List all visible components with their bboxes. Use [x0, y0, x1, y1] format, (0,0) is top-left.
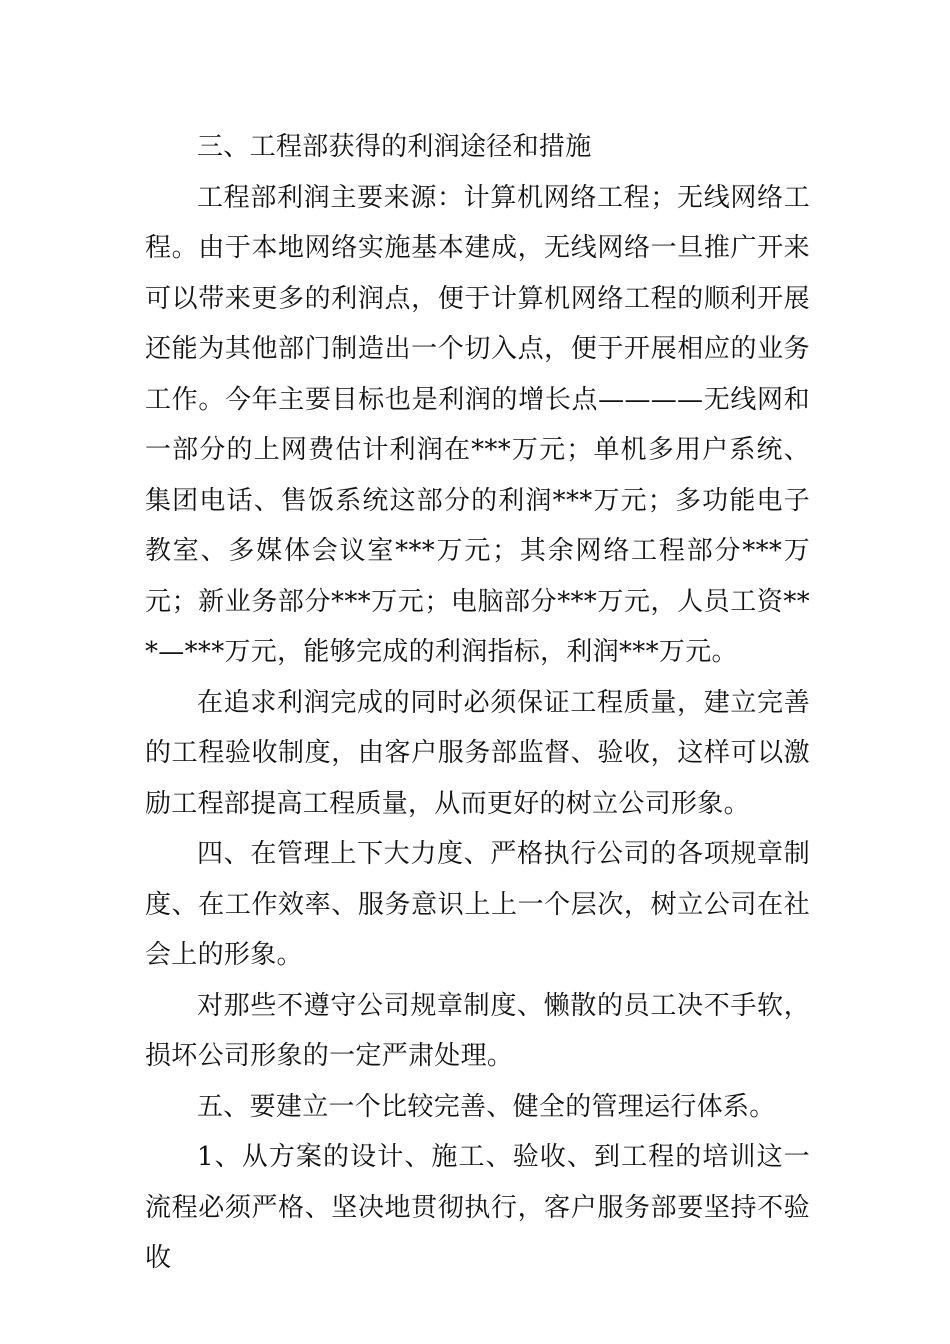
section-heading-profit: 三、工程部获得的利润途径和措施	[197, 132, 592, 162]
section-heading-system: 五、要建立一个比较完善、健全的管理运行体系。	[197, 1091, 776, 1122]
paragraph-discipline: 对那些不遵守公司规章制度、懒散的员工决不手软，损坏公司形象的一定严肃处理。	[145, 990, 810, 1071]
paragraph-quality-assurance: 在追求利润完成的同时必须保证工程质量，建立完善的工程验收制度，由客户服务部监督、验收，这样可以激励工程部提高工程质量，从而更好的树立公司形象。	[145, 687, 810, 819]
section-heading-management: 四、在管理上下大力度、严格执行公司的各项规章制度、在工作效率、服务意识上上一个层次，树立公司在社会上的形象。	[145, 839, 810, 970]
paragraph-profit-sources: 工程部利润主要来源：计算机网络工程；无线网络工程。由于本地网络实施基本建成，无线网络一旦推广开来可以带来更多的利润点，便于计算机网络工程的顺利开展还能为其他部门制造出一个切入点，便于开展相应的业务工作。今年主要目标也是利润的增长点————无线网和一部分的上网费估计利润在***万元；单机多用户系统、集团电话、售饭系统这部分的利润***万元；多功能电子教室、多媒体会议室***万元；其余网络工程部分***万元；新业务部分***万元；电脑部分***万元，人员工资***—***万元，能够完成的利润指标，利润***万元。	[145, 182, 810, 667]
paragraph-process: 1、从方案的设计、施工、验收、到工程的培训这一流程必须严格、坚决地贯彻执行，客户服务部要坚持不验收	[145, 1142, 810, 1273]
document-body	[145, 122, 810, 1284]
